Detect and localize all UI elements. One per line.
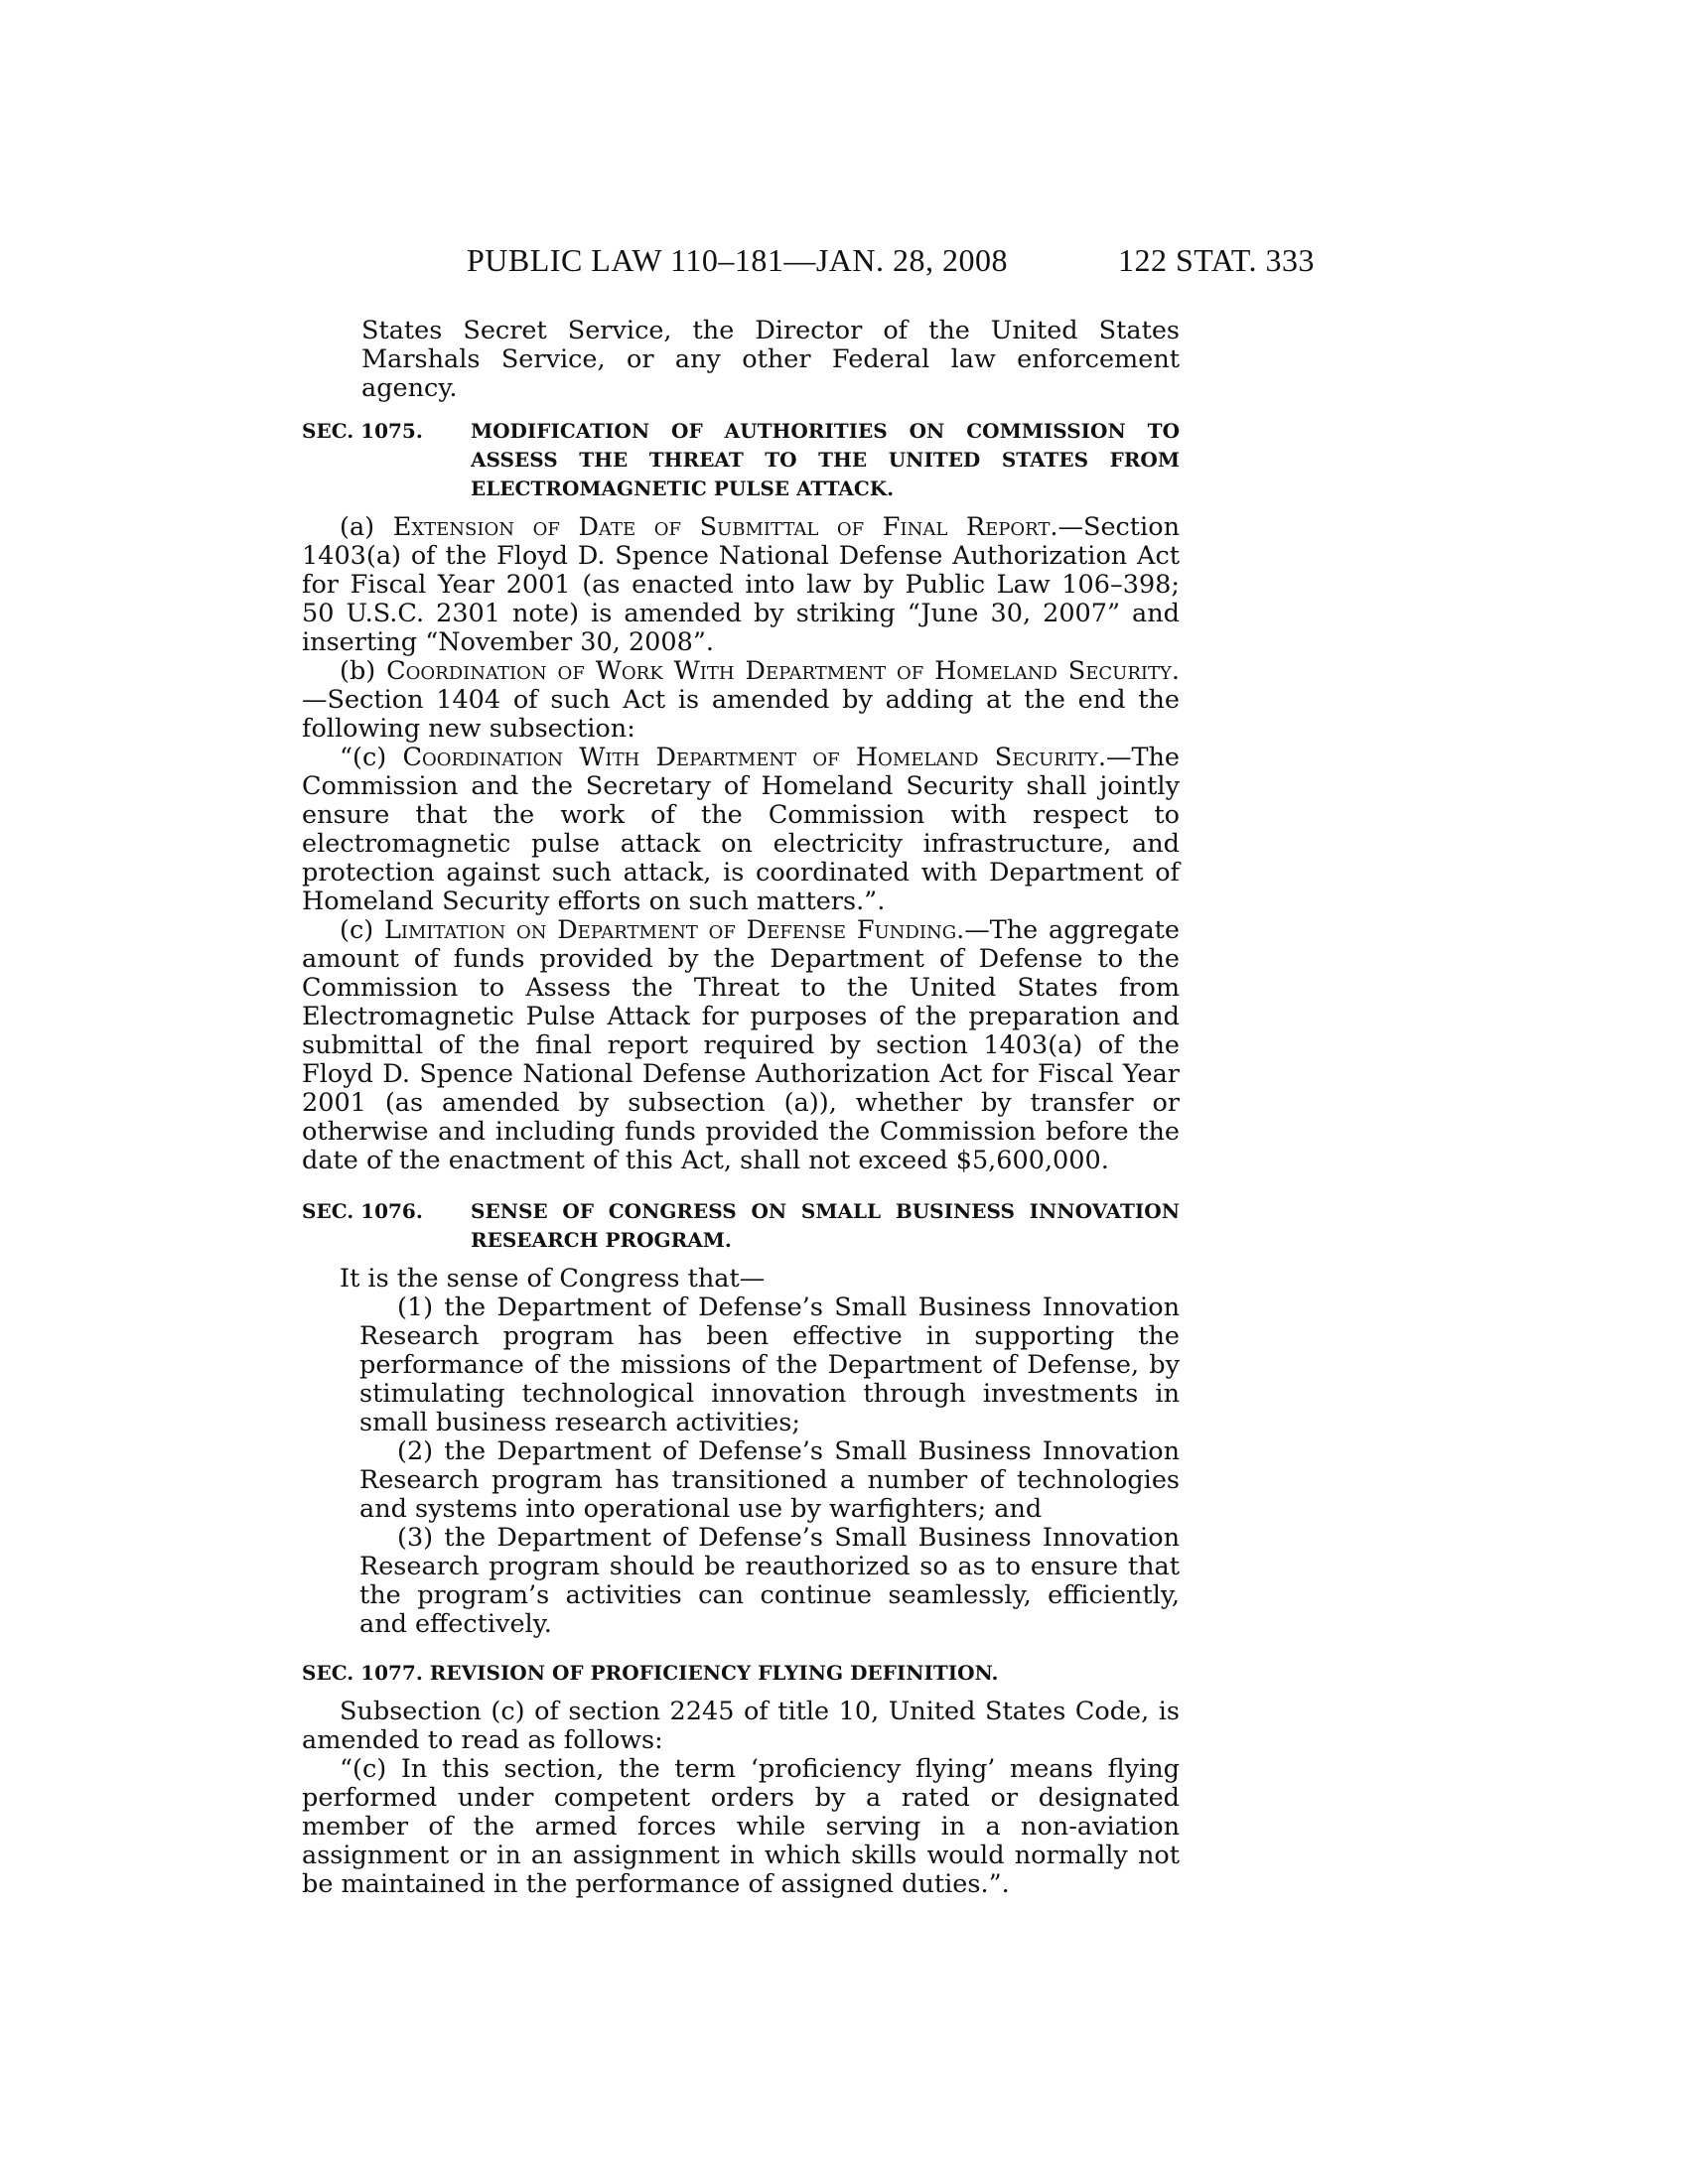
section-heading-1075 — [302, 417, 1180, 503]
carryover-paragraph: States Secret Service, the Director of the United States Marshals Service, or any other Federal law enforcement agency. — [361, 316, 1180, 403]
subsection-text: —Section 1404 of such Act is amended by adding at the end the following new subsection: — [302, 685, 1180, 744]
stat-page-number: 122 STAT. 333 — [1118, 242, 1316, 278]
sense-intro: It is the sense of Congress that— — [340, 1264, 766, 1294]
subsection-heading: Limitation on Department of Defense Funding. — [383, 915, 965, 945]
subsection-c — [302, 916, 1180, 1175]
subsection-a — [302, 513, 1180, 657]
section-number: SEC. 1075. — [302, 419, 423, 443]
section-title: SEC. 1077. REVISION OF PROFICIENCY FLYING DEFINITION. — [302, 1661, 999, 1685]
section-heading-1077 — [302, 1659, 1180, 1688]
sense-item-2: (2) the Department of Defense’s Small Business Innovation Research program has transitioned a number of technologies and systems into operational use by warfighters; and — [359, 1436, 1180, 1524]
subsection-heading: Extension of Date of Submittal of Final Report. — [392, 512, 1058, 542]
amended-text: “(c) In this section, the term ‘proficiency flying’ means flying performed under competent orders by a rated or designated member of the armed forces while serving in a non-aviation assignment or in an assignment in which skills would normally not be maintained in the performance of assigned duties.”. — [302, 1754, 1180, 1899]
amendment-instruction: Subsection (c) of section 2245 of title 10, United States Code, is amended to read as follows: — [302, 1697, 1180, 1755]
section-title: MODIFICATION OF AUTHORITIES ON COMMISSION TO ASSESS THE THREAT TO THE UNITED STATES FROM ELECTROMAGNETIC PULSE ATTACK. — [471, 419, 1180, 500]
sense-item-1: (1) the Department of Defense’s Small Business Innovation Research program has been effective in supporting the performance of the missions of the Department of Defense, by stimulating technological innovation through investments in small business research activities; — [359, 1293, 1180, 1437]
quoted-subsection-c — [302, 744, 1180, 916]
subsection-text: —The Commission and the Secretary of Homeland Security shall jointly ensure that the work of the Commission with respect to electromagnetic pulse attack on electricity infrastructure, and protection against such attack, is coordinated with Department of Homeland Security efforts on such matters.”. — [302, 743, 1181, 916]
subsection-heading: Coordination of Work With Department of Homeland Security. — [386, 656, 1181, 686]
subsection-text: —The aggregate amount of funds provided by the Department of Defense to the Commission to Assess the Threat to the United States from Electromagnetic Pulse Attack for purposes of the preparation and submittal of the final report required by section 1403(a) of the Floyd D. Spence National Defense Authorization Act for Fiscal Year 2001 (as amended by subsection (a)), whether by transfer or otherwise and including funds provided the Commission before the date of the enactment of this Act, shall not exceed $5,600,000. — [302, 915, 1181, 1175]
document-body — [302, 317, 1180, 1899]
subsection-label: “(c) — [340, 743, 403, 772]
subsection-b — [302, 657, 1180, 744]
subsection-label: (c) — [340, 915, 384, 945]
section-heading-1076 — [302, 1197, 1180, 1255]
subsection-heading: Coordination With Department of Homeland Security. — [402, 743, 1106, 772]
sense-item-3: (3) the Department of Defense’s Small Business Innovation Research program should be reauthorized so as to ensure that the program’s activities can continue seamlessly, efficiently, and effectively. — [359, 1523, 1180, 1639]
subsection-label: (a) — [340, 512, 393, 542]
section-title: SENSE OF CONGRESS ON SMALL BUSINESS INNOVATION RESEARCH PROGRAM. — [471, 1199, 1180, 1252]
subsection-label: (b) — [340, 656, 387, 686]
subsection-text: —Section 1403(a) of the Floyd D. Spence National Defense Authorization Act for Fiscal Year 2001 (as enacted into law by Public Law 106–398; 50 U.S.C. 2301 note) is amended by striking “June 30, 2007” and inserting “November 30, 2008”. — [302, 512, 1180, 657]
running-head: PUBLIC LAW 110–181—JAN. 28, 2008 — [467, 242, 1008, 278]
section-number: SEC. 1076. — [302, 1199, 423, 1223]
